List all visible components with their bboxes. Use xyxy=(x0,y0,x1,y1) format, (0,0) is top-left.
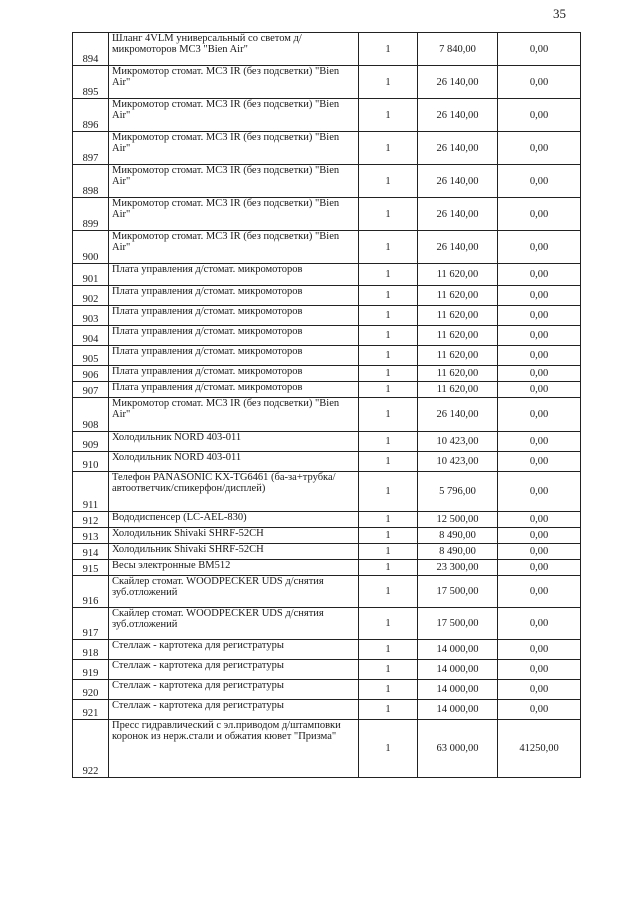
row-number: 907 xyxy=(73,382,109,398)
table-row xyxy=(73,720,581,778)
row-number: 909 xyxy=(73,432,109,452)
item-price: 23 300,00 xyxy=(418,560,498,576)
item-price: 8 490,00 xyxy=(418,544,498,560)
item-price: 26 140,00 xyxy=(418,231,498,264)
item-name: Плата управления д/стомат. микромоторов xyxy=(109,326,359,346)
item-quantity: 1 xyxy=(359,326,418,346)
table-row xyxy=(73,306,581,326)
table-row xyxy=(73,198,581,231)
item-residual-value: 0,00 xyxy=(498,432,581,452)
row-number: 899 xyxy=(73,198,109,231)
item-price: 11 620,00 xyxy=(418,346,498,366)
table-row xyxy=(73,608,581,640)
item-quantity: 1 xyxy=(359,472,418,512)
item-name: Стеллаж - картотека для регистратуры xyxy=(109,660,359,680)
item-name: Плата управления д/стомат. микромоторов xyxy=(109,366,359,382)
item-quantity: 1 xyxy=(359,366,418,382)
item-name: Шланг 4VLM универсальный со светом д/микромоторов MC3 "Bien Air" xyxy=(109,33,359,66)
item-residual-value: 0,00 xyxy=(498,544,581,560)
item-residual-value: 0,00 xyxy=(498,132,581,165)
item-residual-value: 0,00 xyxy=(498,33,581,66)
item-residual-value: 0,00 xyxy=(498,512,581,528)
row-number: 895 xyxy=(73,66,109,99)
item-residual-value: 0,00 xyxy=(498,66,581,99)
item-quantity: 1 xyxy=(359,165,418,198)
item-price: 8 490,00 xyxy=(418,528,498,544)
item-price: 26 140,00 xyxy=(418,132,498,165)
table-row xyxy=(73,346,581,366)
item-price: 26 140,00 xyxy=(418,198,498,231)
item-name: Пресс гидравлический с эл.приводом д/штамповки коронок из нерж.стали и обжатия кювет "Призма" xyxy=(109,720,359,778)
table-row xyxy=(73,700,581,720)
row-number: 908 xyxy=(73,398,109,432)
item-name: Плата управления д/стомат. микромоторов xyxy=(109,346,359,366)
row-number: 911 xyxy=(73,472,109,512)
item-name: Скайлер стомат. WOODPECKER UDS д/снятия зуб.отложений xyxy=(109,608,359,640)
table-row xyxy=(73,99,581,132)
item-quantity: 1 xyxy=(359,231,418,264)
item-price: 26 140,00 xyxy=(418,165,498,198)
item-residual-value: 0,00 xyxy=(498,346,581,366)
table-row xyxy=(73,264,581,286)
table-row xyxy=(73,326,581,346)
item-residual-value: 0,00 xyxy=(498,452,581,472)
row-number: 902 xyxy=(73,286,109,306)
item-residual-value: 0,00 xyxy=(498,286,581,306)
item-name: Плата управления д/стомат. микромоторов xyxy=(109,264,359,286)
row-number: 922 xyxy=(73,720,109,778)
item-name: Микромотор стомат. MC3 IR (без подсветки) "Bien Air" xyxy=(109,66,359,99)
item-name: Холодильник NORD 403-011 xyxy=(109,452,359,472)
item-name: Стеллаж - картотека для регистратуры xyxy=(109,700,359,720)
item-price: 14 000,00 xyxy=(418,640,498,660)
row-number: 903 xyxy=(73,306,109,326)
table-row xyxy=(73,33,581,66)
item-quantity: 1 xyxy=(359,680,418,700)
item-price: 11 620,00 xyxy=(418,286,498,306)
item-residual-value: 0,00 xyxy=(498,366,581,382)
row-number: 918 xyxy=(73,640,109,660)
row-number: 904 xyxy=(73,326,109,346)
table-row xyxy=(73,452,581,472)
table-row xyxy=(73,544,581,560)
item-price: 10 423,00 xyxy=(418,452,498,472)
row-number: 910 xyxy=(73,452,109,472)
item-name: Микромотор стомат. MC3 IR (без подсветки) "Bien Air" xyxy=(109,99,359,132)
item-price: 14 000,00 xyxy=(418,700,498,720)
row-number: 915 xyxy=(73,560,109,576)
item-name: Микромотор стомат. MC3 IR (без подсветки) "Bien Air" xyxy=(109,165,359,198)
item-residual-value: 0,00 xyxy=(498,608,581,640)
item-name: Весы электронные ВМ512 xyxy=(109,560,359,576)
table-row xyxy=(73,528,581,544)
item-residual-value: 0,00 xyxy=(498,660,581,680)
item-quantity: 1 xyxy=(359,544,418,560)
item-quantity: 1 xyxy=(359,66,418,99)
table-row xyxy=(73,286,581,306)
item-name: Холодильник Shivaki SHRF-52CH xyxy=(109,544,359,560)
item-price: 63 000,00 xyxy=(418,720,498,778)
row-number: 916 xyxy=(73,576,109,608)
item-name: Микромотор стомат. MC3 IR (без подсветки) "Bien Air" xyxy=(109,231,359,264)
item-price: 10 423,00 xyxy=(418,432,498,452)
row-number: 921 xyxy=(73,700,109,720)
item-name: Стеллаж - картотека для регистратуры xyxy=(109,640,359,660)
item-residual-value: 0,00 xyxy=(498,326,581,346)
item-residual-value: 0,00 xyxy=(498,472,581,512)
item-quantity: 1 xyxy=(359,576,418,608)
item-residual-value: 0,00 xyxy=(498,198,581,231)
item-residual-value: 0,00 xyxy=(498,99,581,132)
item-quantity: 1 xyxy=(359,264,418,286)
item-quantity: 1 xyxy=(359,432,418,452)
inventory-table xyxy=(72,32,581,778)
item-residual-value: 0,00 xyxy=(498,700,581,720)
item-price: 11 620,00 xyxy=(418,366,498,382)
item-quantity: 1 xyxy=(359,33,418,66)
item-quantity: 1 xyxy=(359,99,418,132)
item-quantity: 1 xyxy=(359,452,418,472)
row-number: 897 xyxy=(73,132,109,165)
row-number: 905 xyxy=(73,346,109,366)
table-row xyxy=(73,382,581,398)
item-residual-value: 0,00 xyxy=(498,398,581,432)
item-name: Микромотор стомат. MC3 IR (без подсветки) "Bien Air" xyxy=(109,198,359,231)
item-residual-value: 0,00 xyxy=(498,528,581,544)
row-number: 914 xyxy=(73,544,109,560)
row-number: 906 xyxy=(73,366,109,382)
table-row xyxy=(73,432,581,452)
table-row xyxy=(73,680,581,700)
item-residual-value: 41250,00 xyxy=(498,720,581,778)
table-row xyxy=(73,660,581,680)
item-price: 11 620,00 xyxy=(418,306,498,326)
inventory-table-body xyxy=(73,33,581,778)
item-price: 17 500,00 xyxy=(418,576,498,608)
item-residual-value: 0,00 xyxy=(498,640,581,660)
item-quantity: 1 xyxy=(359,306,418,326)
item-name: Стеллаж - картотека для регистратуры xyxy=(109,680,359,700)
item-residual-value: 0,00 xyxy=(498,560,581,576)
row-number: 898 xyxy=(73,165,109,198)
row-number: 919 xyxy=(73,660,109,680)
item-quantity: 1 xyxy=(359,720,418,778)
item-quantity: 1 xyxy=(359,560,418,576)
row-number: 912 xyxy=(73,512,109,528)
item-residual-value: 0,00 xyxy=(498,231,581,264)
item-residual-value: 0,00 xyxy=(498,165,581,198)
table-row xyxy=(73,560,581,576)
item-quantity: 1 xyxy=(359,398,418,432)
item-residual-value: 0,00 xyxy=(498,264,581,286)
row-number: 900 xyxy=(73,231,109,264)
item-price: 11 620,00 xyxy=(418,264,498,286)
item-quantity: 1 xyxy=(359,346,418,366)
row-number: 901 xyxy=(73,264,109,286)
row-number: 913 xyxy=(73,528,109,544)
item-name: Микромотор стомат. MC3 IR (без подсветки) "Bien Air" xyxy=(109,398,359,432)
row-number: 896 xyxy=(73,99,109,132)
table-row xyxy=(73,66,581,99)
table-row xyxy=(73,472,581,512)
table-row xyxy=(73,132,581,165)
item-quantity: 1 xyxy=(359,286,418,306)
row-number: 920 xyxy=(73,680,109,700)
item-quantity: 1 xyxy=(359,512,418,528)
item-quantity: 1 xyxy=(359,198,418,231)
table-row xyxy=(73,398,581,432)
table-row xyxy=(73,576,581,608)
item-price: 26 140,00 xyxy=(418,66,498,99)
item-residual-value: 0,00 xyxy=(498,382,581,398)
item-quantity: 1 xyxy=(359,528,418,544)
item-quantity: 1 xyxy=(359,700,418,720)
item-price: 26 140,00 xyxy=(418,398,498,432)
table-row xyxy=(73,231,581,264)
table-row xyxy=(73,165,581,198)
item-quantity: 1 xyxy=(359,640,418,660)
item-quantity: 1 xyxy=(359,608,418,640)
item-price: 26 140,00 xyxy=(418,99,498,132)
item-residual-value: 0,00 xyxy=(498,576,581,608)
item-name: Плата управления д/стомат. микромоторов xyxy=(109,382,359,398)
item-name: Вододиспенсер (LC-AEL-830) xyxy=(109,512,359,528)
item-name: Плата управления д/стомат. микромоторов xyxy=(109,306,359,326)
item-name: Микромотор стомат. MC3 IR (без подсветки) "Bien Air" xyxy=(109,132,359,165)
item-price: 12 500,00 xyxy=(418,512,498,528)
item-residual-value: 0,00 xyxy=(498,680,581,700)
table-row xyxy=(73,640,581,660)
item-price: 5 796,00 xyxy=(418,472,498,512)
item-quantity: 1 xyxy=(359,132,418,165)
row-number: 894 xyxy=(73,33,109,66)
item-name: Скайлер стомат. WOODPECKER UDS д/снятия зуб.отложений xyxy=(109,576,359,608)
item-quantity: 1 xyxy=(359,660,418,680)
table-row xyxy=(73,512,581,528)
item-quantity: 1 xyxy=(359,382,418,398)
item-name: Плата управления д/стомат. микромоторов xyxy=(109,286,359,306)
item-price: 14 000,00 xyxy=(418,680,498,700)
item-name: Холодильник NORD 403-011 xyxy=(109,432,359,452)
page-number: 35 xyxy=(553,6,566,21)
item-price: 7 840,00 xyxy=(418,33,498,66)
item-price: 14 000,00 xyxy=(418,660,498,680)
item-name: Холодильник Shivaki SHRF-52CH xyxy=(109,528,359,544)
table-row xyxy=(73,366,581,382)
item-residual-value: 0,00 xyxy=(498,306,581,326)
row-number: 917 xyxy=(73,608,109,640)
item-price: 11 620,00 xyxy=(418,326,498,346)
item-price: 11 620,00 xyxy=(418,382,498,398)
item-name: Телефон PANASONIC KX-TG6461 (ба-за+трубка/автоответчик/спикерфон/дисплей) xyxy=(109,472,359,512)
item-price: 17 500,00 xyxy=(418,608,498,640)
